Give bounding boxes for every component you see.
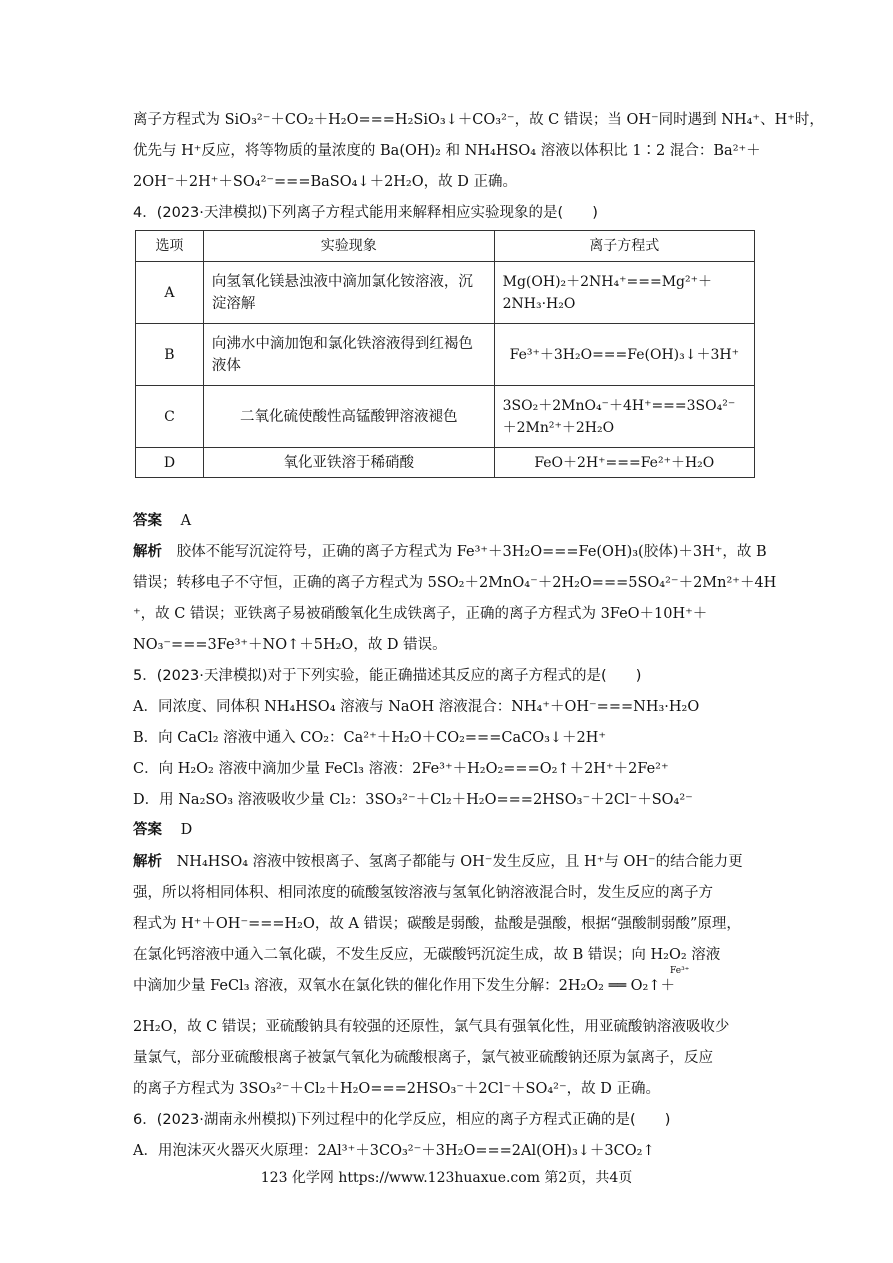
analysis-5-line: 程式为 H⁺＋OH⁻===H₂O，故 A 错误；碳酸是弱酸，盐酸是强酸，根据“强酸制弱酸”原理， [133, 916, 741, 932]
analysis-text: 胶体不能写沉淀符号，正确的离子方程式为 Fe³⁺＋3H₂O===Fe(OH)₃(胶体)＋3H⁺，故 B [176, 544, 767, 560]
table-row [136, 262, 755, 324]
phenomenon-cell: 向氢氧化镁悬浊液中滴加氯化铵溶液，沉淀溶解 [203, 262, 494, 324]
answer-label: 答案 [133, 513, 162, 529]
analysis-5-line [133, 852, 773, 872]
question-5-option: C．向 H₂O₂ 溶液中滴加少量 FeCl₃ 溶液：2Fe³⁺＋H₂O₂===O₂↑＋2H⁺＋2Fe²⁺ [133, 761, 669, 777]
analysis-4-line: ⁺，故 C 错误；亚铁离子易被硝酸氧化生成铁离子，正确的离子方程式为 3FeO＋10H⁺＋ [133, 606, 708, 622]
catalyst-label: Fe³⁺ [670, 966, 690, 976]
table-header-row [136, 231, 755, 262]
table-row [136, 448, 755, 478]
phenomenon-cell: 氧化亚铁溶于稀硝酸 [203, 448, 494, 478]
answer-value: D [180, 822, 193, 838]
intro-line: 优先与 H⁺反应，将等物质的量浓度的 Ba(OH)₂ 和 NH₄HSO₄ 溶液以体积比 1∶2 混合：Ba²⁺＋ [133, 143, 761, 159]
answer-value: A [180, 513, 192, 529]
intro-line: 离子方程式为 SiO₃²⁻＋CO₂＋H₂O===H₂SiO₃↓＋CO₃²⁻，故 C 错误；当 OH⁻同时遇到 NH₄⁺、H⁺时， [133, 112, 824, 128]
intro-line: 2OH⁻＋2H⁺＋SO₄²⁻===BaSO₄↓＋2H₂O，故 D 正确。 [133, 174, 517, 190]
analysis-4-line: NO₃⁻===3Fe³⁺＋NO↑＋5H₂O，故 D 错误。 [133, 637, 447, 653]
equation-cell: Mg(OH)₂＋2NH₄⁺===Mg²⁺＋2NH₃·H₂O [494, 262, 754, 324]
question-6-stem: 6．(2023·湖南永州模拟)下列过程中的化学反应，相应的离子方程式正确的是( ) [133, 1112, 671, 1128]
question-5-option: D．用 Na₂SO₃ 溶液吸收少量 Cl₂：3SO₃²⁻＋Cl₂＋H₂O===2HSO₃⁻＋2Cl⁻＋SO₄²⁻ [133, 792, 693, 808]
table-header: 离子方程式 [494, 231, 754, 262]
equation-cell: 3SO₂＋2MnO₄⁻＋4H⁺===3SO₄²⁻＋2Mn²⁺＋2H₂O [494, 386, 754, 448]
analysis-text: NH₄HSO₄ 溶液中铵根离子、氢离子都能与 OH⁻发生反应，且 H⁺与 OH⁻的结合能力更 [176, 854, 743, 870]
analysis-5-line: 的离子方程式为 3SO₃²⁻＋Cl₂＋H₂O===2HSO₃⁻＋2Cl⁻＋SO₄²⁻，故 D 正确。 [133, 1081, 660, 1097]
question-5-stem: 5．(2023·天津模拟)对于下列实验，能正确描述其反应的离子方程式的是( ) [133, 668, 642, 684]
option-cell: A [136, 262, 204, 324]
option-cell: D [136, 448, 204, 478]
table-row [136, 386, 755, 448]
question-5-option: A．同浓度、同体积 NH₄HSO₄ 溶液与 NaOH 溶液混合：NH₄⁺＋OH⁻===NH₃·H₂O [133, 699, 700, 715]
analysis-label: 解析 [133, 544, 162, 560]
equation-cell: Fe³⁺＋3H₂O===Fe(OH)₃↓＋3H⁺ [494, 324, 754, 386]
question-4-stem: 4．(2023·天津模拟)下列离子方程式能用来解释相应实验现象的是( ) [133, 205, 598, 221]
analysis-label: 解析 [133, 854, 162, 870]
analysis-5-line: 在氯化钙溶液中通入二氧化碳，不发生反应，无碳酸钙沉淀生成，故 B 错误；向 H₂O₂ 溶液 [133, 947, 721, 963]
table-header: 选项 [136, 231, 204, 262]
answer-5 [133, 820, 773, 840]
analysis-4-line [133, 542, 773, 562]
question-6-option: A．用泡沫灭火器灭火原理：2Al³⁺＋3CO₃²⁻＋3H₂O===2Al(OH)₃↓＋3CO₂↑ [133, 1143, 655, 1159]
analysis-4-line: 错误；转移电子不守恒，正确的离子方程式为 5SO₂＋2MnO₄⁻＋2H₂O===5SO₄²⁻＋2Mn²⁺＋4H [133, 575, 777, 591]
option-cell: C [136, 386, 204, 448]
option-cell: B [136, 324, 204, 386]
phenomenon-cell: 二氧化硫使酸性高锰酸钾溶液褪色 [203, 386, 494, 448]
table-row [136, 324, 755, 386]
table-header: 实验现象 [203, 231, 494, 262]
answer-label: 答案 [133, 822, 162, 838]
phenomenon-cell: 向沸水中滴加饱和氯化铁溶液得到红褐色液体 [203, 324, 494, 386]
question-4-table [135, 230, 755, 478]
equation-cell: FeO＋2H⁺===Fe²⁺＋H₂O [494, 448, 754, 478]
question-5-option: B．向 CaCl₂ 溶液中通入 CO₂：Ca²⁺＋H₂O＋CO₂===CaCO₃↓＋2H⁺ [133, 730, 607, 746]
analysis-5-line: 量氯气，部分亚硫酸根离子被氯气氧化为硫酸根离子，氯气被亚硫酸钠还原为氯离子，反应 [133, 1050, 713, 1066]
page-footer: 123 化学网 https://www.123huaxue.com 第2页，共4页 [260, 1170, 633, 1186]
analysis-5-line: 中滴加少量 FeCl₃ 溶液，双氧水在氯化铁的催化作用下发生分解：2H₂O₂ ══ O₂↑＋ [133, 978, 676, 994]
analysis-5-line: 2H₂O，故 C 错误；亚硫酸钠具有较强的还原性，氯气具有强氧化性，用亚硫酸钠溶液吸收少 [133, 1019, 730, 1035]
answer-4 [133, 511, 773, 531]
analysis-5-line: 强，所以将相同体积、相同浓度的硫酸氢铵溶液与氢氧化钠溶液混合时，发生反应的离子方 [133, 885, 713, 901]
